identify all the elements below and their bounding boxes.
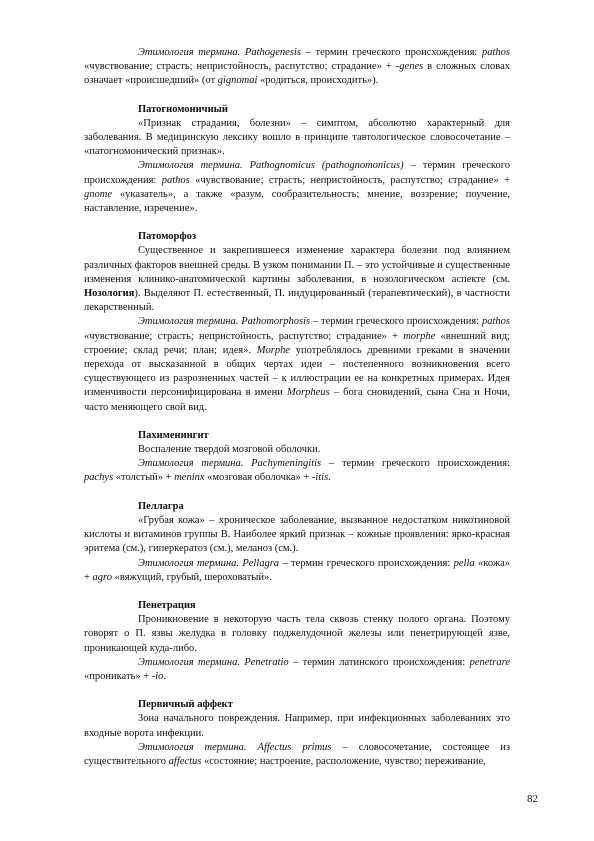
text-run: «указатель», а также «разум, сообразительность; мнение, воззрение; поучение, наставление, изречение». — [84, 188, 510, 215]
text-run: «кожа» + — [84, 557, 510, 583]
text-run: – бога сновидений, сына Сна и Ночи, часто меняющего свой вид. — [84, 387, 510, 413]
italic-run: -io — [151, 670, 164, 682]
italic-run: Этимология термина. Pathomorphosis — [138, 316, 311, 328]
page-number: 82 — [527, 793, 538, 805]
text-run: Зона начального повреждения. Например, при инфекционных заболеваниях это входные ворота инфекции. — [84, 713, 510, 739]
italic-run: Этимология термина. Pachymeningitis — [138, 458, 322, 470]
text-run: в сложных словах означает «происшедший» (от — [84, 61, 510, 87]
entry-etymology — [84, 315, 510, 414]
entry-definition — [84, 117, 510, 160]
entry-etymology — [84, 457, 510, 485]
text-run: «вяжущий, грубый, шероховатый». — [112, 571, 272, 583]
text-run: «толстый» + — [113, 472, 175, 484]
entry-definition — [84, 712, 510, 740]
italic-run: gnome — [84, 188, 112, 200]
entry-definition — [84, 613, 510, 656]
text-run: . — [328, 472, 331, 484]
italic-run: Этимология термина. Pathognomicus (pathognomonicus) — [138, 160, 404, 172]
italic-run: gignomai — [217, 75, 258, 87]
text-run: «внешний вид; строение; склад речи; план; идея». — [84, 330, 510, 356]
text-run: Проникновение в некоторую часть тела сквозь стенку полого органа. Поэтому говорят о П. язвы желудка в головку поджелудочной железы или пенетрирующей язве, проникающей куда-либо. — [84, 614, 510, 654]
text-run: «состояние; настроение, расположение, чувство; переживание, — [201, 755, 486, 767]
page-content — [84, 46, 510, 783]
dictionary-entry — [84, 599, 510, 684]
entry-term: Патоморфоз — [138, 231, 197, 243]
entry-etymology — [84, 741, 510, 769]
entry-term: Первичный аффект — [138, 699, 233, 711]
text-run: Воспаление твердой мозговой оболочки. — [138, 444, 321, 456]
italic-run: morphe — [403, 330, 436, 342]
text-run: – термин греческого происхождения: — [279, 557, 454, 569]
text-run: «Грубая кожа» – хроническое заболевание, вызванное недостатком никотиновой кислоты и витаминов группы В. Наиболее яркий признак – кожные проявления: ярко-красная эритема (см.), гиперкератоз (см.), меланоз (см.). — [84, 514, 510, 555]
entry-etymology — [84, 159, 510, 216]
text-run: – термин греческого происхождения: — [300, 47, 482, 58]
italic-run: pachys — [84, 472, 114, 484]
italic-run: pathos — [482, 47, 511, 58]
text-run: – термин греческого происхождения: — [84, 160, 511, 186]
entry-definition — [84, 514, 510, 557]
text-run: – термин греческого происхождения: — [321, 458, 511, 470]
italic-run: Morpheus — [287, 387, 330, 399]
text-run: – термин латинского происхождения: — [288, 656, 470, 668]
italic-run: pathos — [481, 316, 510, 328]
entry-term: Пенетрация — [138, 599, 196, 611]
dictionary-entry — [84, 500, 510, 585]
entry-definition — [84, 244, 510, 315]
italic-run: meninx — [174, 472, 205, 484]
entry-term: Пеллагра — [138, 500, 184, 512]
text-run: ). Выделяют П. естественный, П. индуцированный (терапевтический), в частности лекарственный. — [84, 288, 510, 314]
entry-definition — [84, 443, 510, 457]
dictionary-entry — [84, 698, 510, 769]
text-run: «мозговая оболочка» + — [204, 472, 312, 484]
italic-run: pathos — [161, 174, 190, 186]
text-run: «проникать» + — [84, 670, 152, 682]
text-run: – термин греческого происхождения: — [310, 316, 482, 328]
text-run: – словосочетание, состоящее из существительного — [84, 741, 510, 767]
italic-run: agro — [92, 571, 112, 583]
italic-run: Этимология термина. Pellagra — [138, 557, 280, 569]
dictionary-entry — [84, 230, 510, 415]
italic-run: -genes — [395, 61, 424, 73]
italic-run: affectus — [168, 755, 202, 767]
italic-run: Этимология термина. Pathogenesis — [138, 47, 301, 58]
text-run: «чувствование; страсть; непристойность, распутство; страдание» + — [84, 61, 396, 73]
entry-etymology — [84, 656, 510, 684]
text-run: употреблялось древними греками в значении перехода от высказанной в общих чертах идеи – постепенного возникновения всего существующего из разрозненных частей – к иллюстрации ее на конкретных примерах. Идея изменчивости персонифицирована в имени — [84, 344, 510, 399]
text-run: «Признак страдания, болезни» – симптом, абсолютно характерный для заболевания. В медицинскую лексику вошло в принципе тавтологическое словосочетание – «патогномонический признак». — [84, 117, 510, 158]
entry-etymology — [84, 557, 510, 585]
dictionary-entry — [84, 103, 510, 217]
dictionary-entry — [84, 46, 510, 89]
text-run: «чувствование; страсть; непристойность, распутство; страдание» + — [84, 330, 404, 342]
text-run: «родиться, происходить»). — [257, 75, 379, 87]
italic-run: -itis — [311, 472, 329, 484]
text-run: Существенное и закрепившееся изменение характера болезни под влиянием различных факторов внешней среды. В узком понимании П. – это устойчивые и существенные изменения клинико-анатомической картины заболевания, в нозологическом аспекте (см. — [84, 245, 510, 285]
dictionary-entry — [84, 429, 510, 486]
entry-etymology — [84, 46, 510, 89]
entry-term: Пахименингит — [138, 429, 209, 441]
italic-run: Этимология термина. Affectus primus — [138, 741, 332, 753]
italic-run: penetrare — [469, 656, 510, 668]
text-run: . — [163, 670, 167, 682]
italic-run: Morphe — [256, 344, 291, 356]
text-run: «чувствование; страсть; непристойность, распутство; страдание» + — [189, 174, 511, 186]
entry-term: Патогномоничный — [138, 103, 228, 115]
italic-run: pella — [453, 557, 475, 569]
bold-run: Нозология — [84, 288, 135, 300]
italic-run: Этимология термина. Penetratio — [138, 656, 289, 668]
